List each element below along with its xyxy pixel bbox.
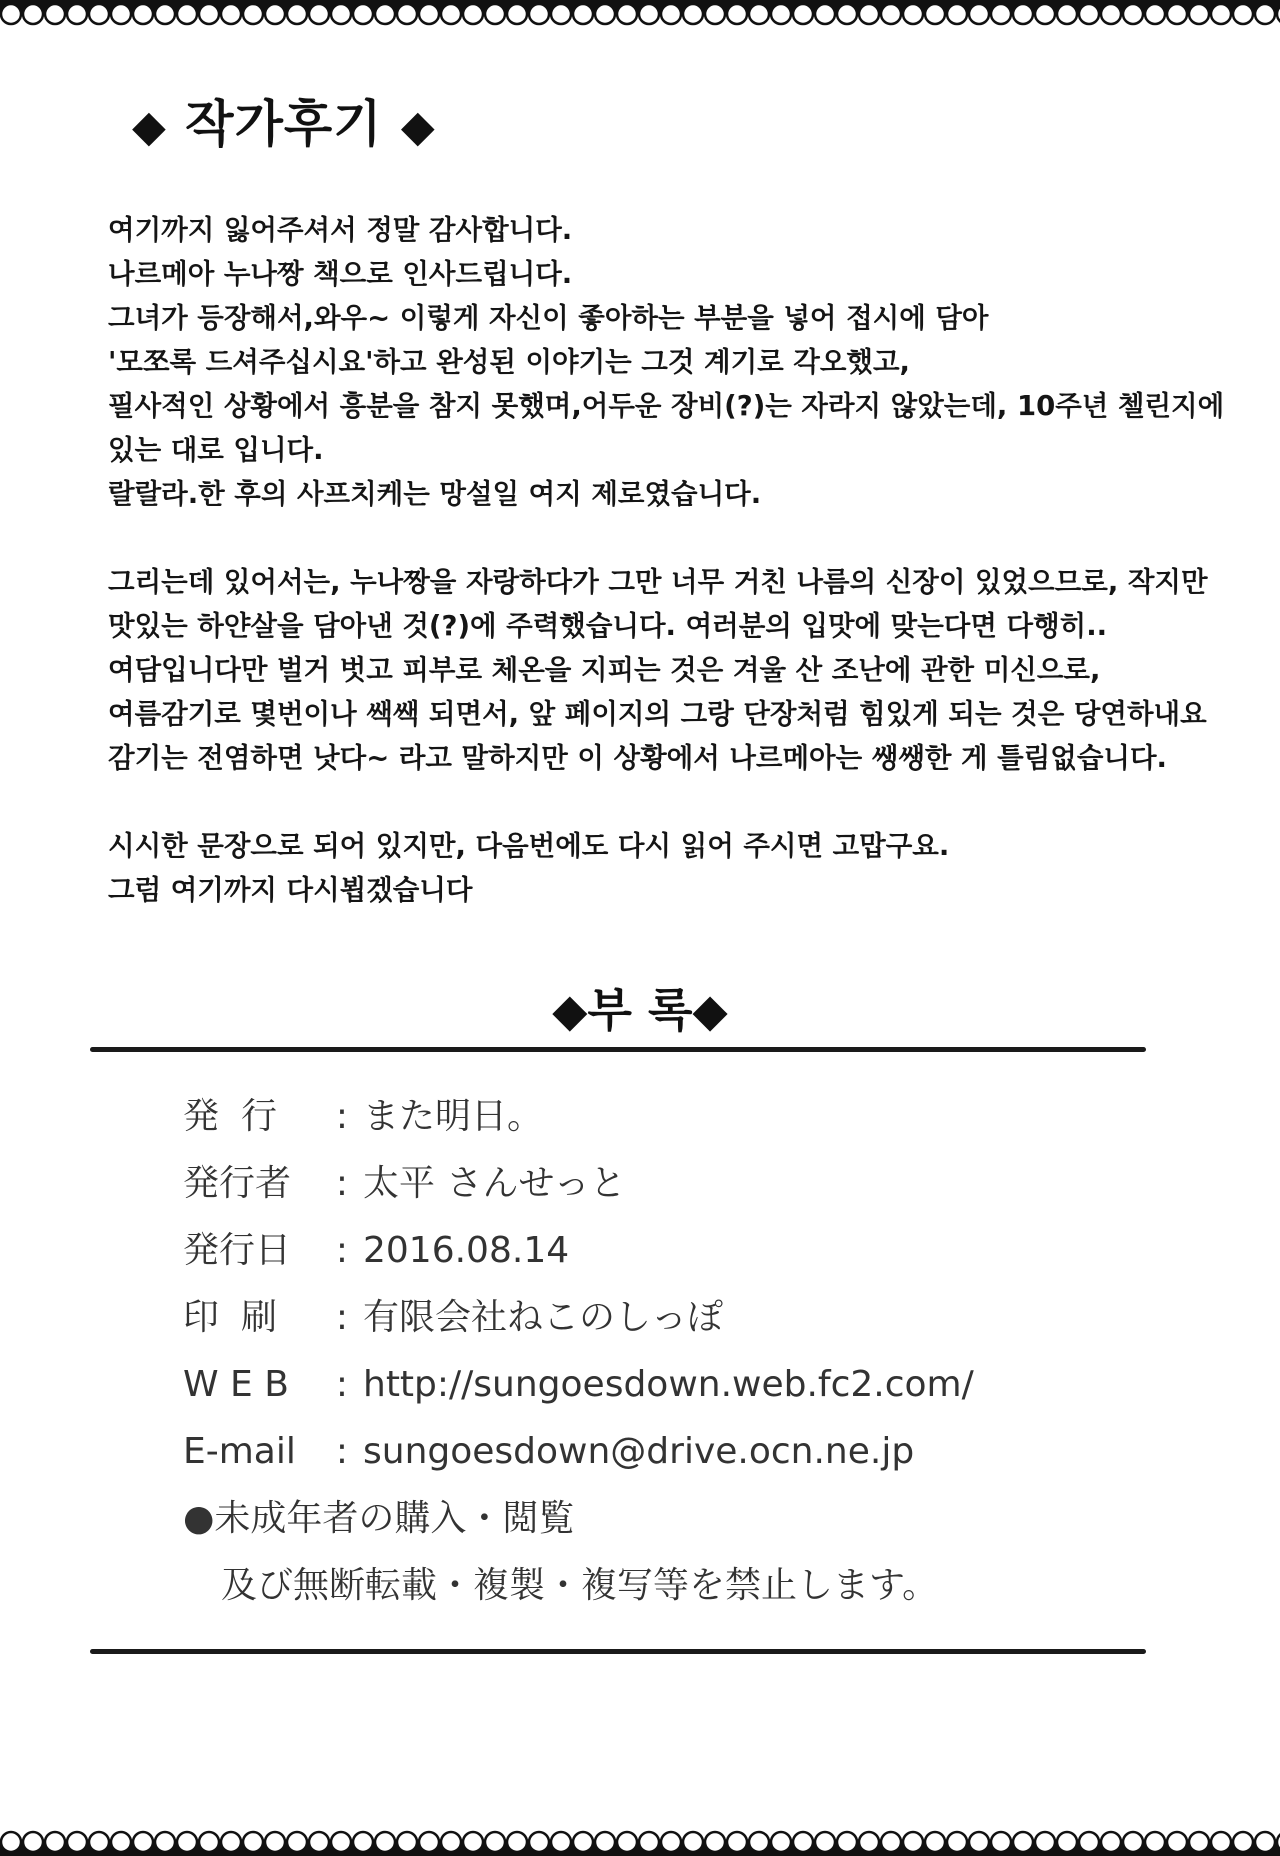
scallop-arc [1211, 1832, 1231, 1852]
scallop-arc [23, 4, 43, 24]
scallop-arc [793, 1832, 813, 1852]
scallop-arc [903, 4, 923, 24]
scallop-arc [969, 1832, 989, 1852]
scallop-arc [705, 1832, 725, 1852]
scallop-arc [529, 1832, 549, 1852]
scallop-arc [991, 4, 1011, 24]
email-address-link[interactable]: sungoesdown@drive.ocn.ne.jp [363, 1431, 915, 1472]
bottom-scallop-border [0, 1822, 1280, 1856]
scallop-arc [1233, 1832, 1253, 1852]
scallop-arc [67, 4, 87, 24]
scallop-arc [89, 1832, 109, 1852]
afterword-line: 그녀가 등장해서,와우~ 이렇게 자신이 좋아하는 부분을 넣어 접시에 담아 [108, 302, 989, 334]
scallop-arc [441, 4, 461, 24]
colophon-row-publication [183, 1083, 974, 1150]
scallop-arc [441, 1832, 461, 1852]
afterword-line: '모쪼록 드셔주십시요'하고 완성된 이야기는 그것 계기로 각오했고, [108, 346, 910, 378]
afterword-line: 필사적인 상황에서 흥분을 참지 못했며,어두운 장비(?)는 자라지 않았는데, 10주년 첼린지에 [108, 390, 1225, 422]
diamond-icon-right: ◆ [400, 101, 436, 152]
afterword-heading-text: 작가후기 [185, 95, 383, 153]
scallop-arc [287, 1832, 307, 1852]
afterword-line: 여름감기로 몇번이나 쌕쌕 되면서, 앞 페이지의 그랑 단장처럼 힘있게 되는 것은 당연하내요 [108, 698, 1207, 730]
scallop-arc [661, 4, 681, 24]
scallop-arc [155, 1832, 175, 1852]
scallop-arc [837, 1832, 857, 1852]
scallop-arc [1167, 4, 1187, 24]
paragraph-gap [108, 516, 1268, 560]
afterword-line: 여담입니다만 벌거 벗고 피부로 체온을 지피는 것은 겨울 산 조난에 관한 미신으로, [108, 654, 1101, 686]
separator: : [335, 1431, 349, 1472]
separator: : [335, 1364, 349, 1405]
scallop-arc [573, 4, 593, 24]
scallop-arc [771, 1832, 791, 1852]
scallop-arc [639, 1832, 659, 1852]
divider-top [90, 1047, 1146, 1052]
scallop-arc [397, 1832, 417, 1852]
appendix-heading: ◆부 록◆ [552, 983, 728, 1037]
scallop-arc [485, 1832, 505, 1852]
afterword-line: 여기까지 잃어주셔서 정말 감사합니다. [108, 214, 573, 246]
scallop-arc [221, 1832, 241, 1852]
scallop-arc [551, 4, 571, 24]
scallop-arc [1145, 4, 1165, 24]
scallop-arc [1123, 4, 1143, 24]
scallop-arc [111, 1832, 131, 1852]
scallop-arc [45, 1832, 65, 1852]
scallop-arc [1057, 1832, 1077, 1852]
scallop-arc [265, 1832, 285, 1852]
scallop-arc [1101, 4, 1121, 24]
scallop-arc [1035, 1832, 1055, 1852]
printer-value: 有限会社ねこのしっぽ [363, 1297, 724, 1338]
scallop-arc [507, 4, 527, 24]
scallop-arc [1, 1832, 21, 1852]
scallop-arc [815, 1832, 835, 1852]
scallop-arc [529, 4, 549, 24]
afterword-line: 그리는데 있어서는, 누나짱을 자랑하다가 그만 너무 거친 나름의 신장이 있었으므로, 작지만 [108, 566, 1208, 598]
scallop-arc [705, 4, 725, 24]
scallop-arc [67, 1832, 87, 1852]
scallop-arc [859, 4, 879, 24]
scallop-arc [639, 4, 659, 24]
separator: : [335, 1297, 349, 1338]
diamond-icon-left: ◆ [132, 101, 167, 152]
scallop-arc [1211, 4, 1231, 24]
scallop-arc [771, 4, 791, 24]
scallop-arc [23, 1832, 43, 1852]
scallop-arc [485, 4, 505, 24]
scallop-arc [243, 4, 263, 24]
scallop-arc [551, 1832, 571, 1852]
scallop-arc [331, 1832, 351, 1852]
scallop-arc [1255, 1832, 1275, 1852]
scallop-arc [991, 1832, 1011, 1852]
scallop-arc [947, 1832, 967, 1852]
scallop-arc [1, 4, 21, 24]
scallop-arc [177, 4, 197, 24]
scallop-arc [89, 4, 109, 24]
notice-line-2: 及び無断転載・複製・複写等を禁止します。 [221, 1565, 939, 1606]
publisher-label: 発行者 [183, 1163, 292, 1204]
scallop-arc [1123, 1832, 1143, 1852]
date-label: 発行日 [183, 1230, 292, 1271]
scallop-arc [837, 4, 857, 24]
notice-line-1: ●未成年者の購入・閲覧 [183, 1498, 575, 1539]
scallop-arc [683, 1832, 703, 1852]
scallop-arc [1255, 4, 1275, 24]
scallop-arc [1079, 1832, 1099, 1852]
scallop-arc [749, 4, 769, 24]
scallop-arc [925, 1832, 945, 1852]
paragraph-gap [108, 780, 1268, 824]
scallop-arc [1145, 1832, 1165, 1852]
scallop-arc [815, 4, 835, 24]
publication-value: また明日。 [363, 1096, 544, 1137]
scallop-arc [155, 4, 175, 24]
scallop-arc [925, 4, 945, 24]
scallop-arc [1013, 1832, 1033, 1852]
scallop-arc [1057, 4, 1077, 24]
scallop-arc [1101, 1832, 1121, 1852]
publication-label: 発行 [183, 1096, 300, 1137]
scallop-arc [661, 1832, 681, 1852]
scallop-arc [617, 1832, 637, 1852]
scallop-arc [419, 4, 439, 24]
scallop-arc [133, 4, 153, 24]
scallop-arc [1189, 4, 1209, 24]
scallop-arc [749, 1832, 769, 1852]
scallop-arc [969, 4, 989, 24]
scallop-arc [287, 4, 307, 24]
scallop-arc [947, 4, 967, 24]
publisher-value: 太平 さんせっと [363, 1163, 626, 1204]
scallop-arc [683, 4, 703, 24]
scallop-arc [1233, 4, 1253, 24]
scallop-arc [1013, 4, 1033, 24]
scallop-arc [265, 4, 285, 24]
scallop-arc [573, 1832, 593, 1852]
scallop-arc [45, 4, 65, 24]
scallop-arc [1035, 4, 1055, 24]
afterword-body [108, 208, 1268, 912]
colophon-row-publisher [183, 1150, 974, 1217]
scallop-arc [1167, 1832, 1187, 1852]
scallop-arc [331, 4, 351, 24]
scallop-arc [177, 1832, 197, 1852]
scallop-arc [793, 4, 813, 24]
colophon-row-web [183, 1351, 974, 1418]
afterword-line: 나르메아 누나짱 책으로 인사드립니다. [108, 258, 573, 290]
scallop-arc [881, 1832, 901, 1852]
web-url-link[interactable]: http://sungoesdown.web.fc2.com/ [363, 1364, 974, 1405]
scallop-arc [353, 4, 373, 24]
colophon-row-date [183, 1217, 974, 1284]
scallop-arc [353, 1832, 373, 1852]
afterword-line: 있는 대로 입니다. [108, 434, 324, 466]
afterword-line: 시시한 문장으로 되어 있지만, 다음번에도 다시 읽어 주시면 고맙구요. [108, 830, 950, 862]
date-value: 2016.08.14 [363, 1230, 570, 1271]
web-label: W E B [183, 1364, 289, 1405]
scallop-arc [375, 1832, 395, 1852]
scallop-arc [1189, 1832, 1209, 1852]
printer-label: 印刷 [183, 1297, 300, 1338]
separator: : [335, 1230, 349, 1271]
scallop-arc [1079, 4, 1099, 24]
scallop-arc [309, 4, 329, 24]
scallop-arc [375, 4, 395, 24]
afterword-line: 랄랄라.한 후의 사프치케는 망설일 여지 제로였습니다. [108, 478, 762, 510]
scallop-arc [397, 4, 417, 24]
colophon-row-email [183, 1418, 974, 1485]
scallop-arc [617, 4, 637, 24]
scallop-arc [463, 1832, 483, 1852]
scallop-arc [221, 4, 241, 24]
divider-bottom [90, 1649, 1146, 1654]
scallop-arc [111, 4, 131, 24]
afterword-line: 감기는 전염하면 낫다~ 라고 말하지만 이 상황에서 나르메아는 쌩쌩한 게 틀림없습니다. [108, 742, 1168, 774]
colophon-row-printer [183, 1284, 974, 1351]
scallop-arc [419, 1832, 439, 1852]
email-label: E-mail [183, 1431, 296, 1472]
scallop-arc [595, 1832, 615, 1852]
separator: : [335, 1163, 349, 1204]
scallop-arc [309, 1832, 329, 1852]
scallop-arc [727, 1832, 747, 1852]
afterword-line: 그럼 여기까지 다시뵙겠습니다 [108, 874, 473, 906]
scallop-arc [199, 1832, 219, 1852]
colophon [183, 1083, 974, 1619]
scallop-arc [595, 4, 615, 24]
afterword-line: 맛있는 하얀살을 담아낸 것(?)에 주력했습니다. 여러분의 입맛에 맞는다면 다행히.. [108, 610, 1108, 642]
top-scallop-border [0, 0, 1280, 34]
separator: : [335, 1096, 349, 1137]
scallop-arc [199, 4, 219, 24]
scallop-arc [507, 1832, 527, 1852]
scallop-arc [881, 4, 901, 24]
scallop-arc [903, 1832, 923, 1852]
scallop-arc [727, 4, 747, 24]
scallop-arc [243, 1832, 263, 1852]
scallop-arc [133, 1832, 153, 1852]
scallop-arc [463, 4, 483, 24]
scallop-arc [859, 1832, 879, 1852]
afterword-heading [132, 84, 436, 156]
